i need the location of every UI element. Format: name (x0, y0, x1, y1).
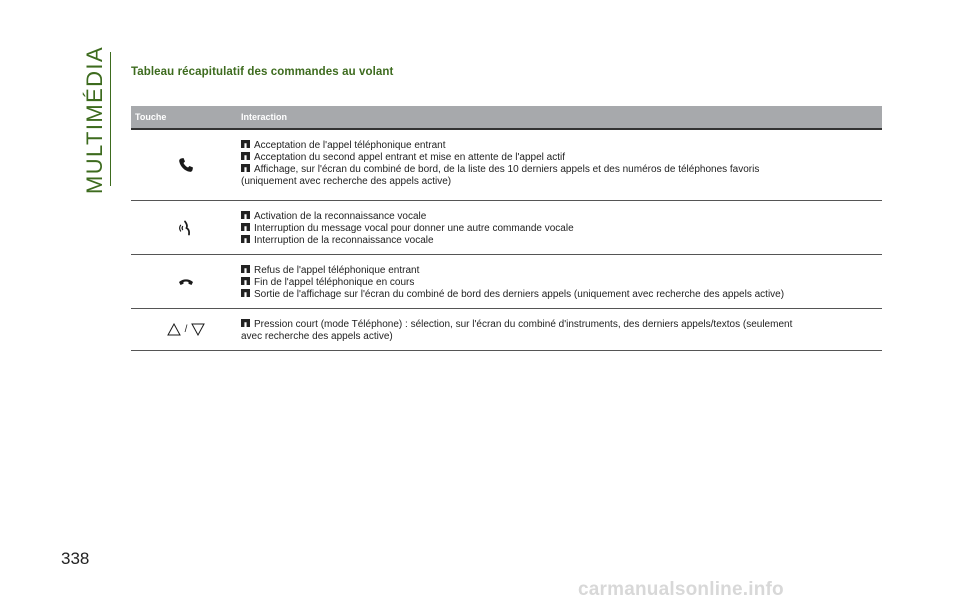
key-cell (131, 130, 241, 200)
list-item-text: Fin de l'appel téléphonique en cours (254, 277, 415, 288)
list-item-text: Activation de la reconnaissance vocale (254, 211, 427, 222)
table-row (131, 255, 882, 309)
list-item-text: Affichage, sur l'écran du combiné de bord, de la liste des 10 derniers appels et des numéros de téléphones favoris (254, 164, 760, 175)
list-item-text: Acceptation de l'appel téléphonique entrant (254, 140, 446, 151)
list-item (241, 211, 882, 223)
bullet-icon (241, 164, 250, 172)
list-item (241, 289, 882, 301)
key-cell (131, 309, 241, 350)
list-item-continuation: avec recherche des appels active) (241, 331, 393, 342)
phone-answer-icon (178, 157, 194, 173)
bullet-icon (241, 235, 250, 243)
list-item (241, 223, 882, 235)
controls-table (131, 106, 882, 351)
up-arrow-icon (167, 323, 181, 336)
key-cell (131, 255, 241, 308)
list-item (241, 319, 882, 331)
key-cell (131, 201, 241, 254)
bullet-icon (241, 289, 250, 297)
list-item (241, 152, 882, 164)
list-item-text: Interruption de la reconnaissance vocale (254, 235, 434, 246)
list-item-text: Sortie de l'affichage sur l'écran du combiné de bord des derniers appels (uniquement avec recherche des appels active) (254, 289, 785, 300)
header-key: Touche (135, 112, 167, 122)
bullet-icon (241, 152, 250, 160)
up-down-arrows (167, 323, 206, 336)
interaction-cell (241, 130, 882, 200)
list-item (241, 164, 882, 176)
list-item-text: Interruption du message vocal pour donner une autre commande vocale (254, 223, 574, 234)
bullet-icon (241, 223, 250, 231)
section-title-text: MULTIMÉDIA (82, 45, 107, 195)
table-row (131, 201, 882, 255)
section-title-vertical (77, 45, 113, 195)
bullet-icon (241, 277, 250, 285)
list-item (241, 277, 882, 289)
table-row (131, 309, 882, 351)
list-item-text: Acceptation du second appel entrant et mise en attente de l'appel actif (254, 152, 566, 163)
section-divider (110, 52, 111, 186)
bullet-icon (241, 211, 250, 219)
interaction-cell (241, 255, 882, 308)
header-interaction: Interaction (241, 112, 288, 122)
list-item (241, 140, 882, 152)
watermark: carmanualsonline.info (578, 579, 784, 600)
bullet-icon (241, 319, 250, 327)
key-separator: / (184, 324, 188, 335)
list-item (241, 235, 882, 247)
interaction-cell (241, 201, 882, 254)
phone-hangup-icon (178, 277, 194, 287)
table-header (131, 106, 882, 130)
bullet-icon (241, 140, 250, 148)
down-arrow-icon (191, 323, 205, 336)
bullet-icon (241, 265, 250, 273)
list-item (241, 265, 882, 277)
list-item-continuation: (uniquement avec recherche des appels active) (241, 176, 452, 187)
interaction-cell (241, 309, 882, 350)
table-row (131, 130, 882, 201)
voice-command-icon (179, 220, 193, 236)
page-number: 338 (61, 549, 90, 568)
page-title: Tableau récapitulatif des commandes au volant (131, 66, 394, 78)
list-item-text: Pression court (mode Téléphone) : sélection, sur l'écran du combiné d'instruments, des derniers appels/textos (seulement (254, 319, 793, 330)
list-item-text: Refus de l'appel téléphonique entrant (254, 265, 420, 276)
